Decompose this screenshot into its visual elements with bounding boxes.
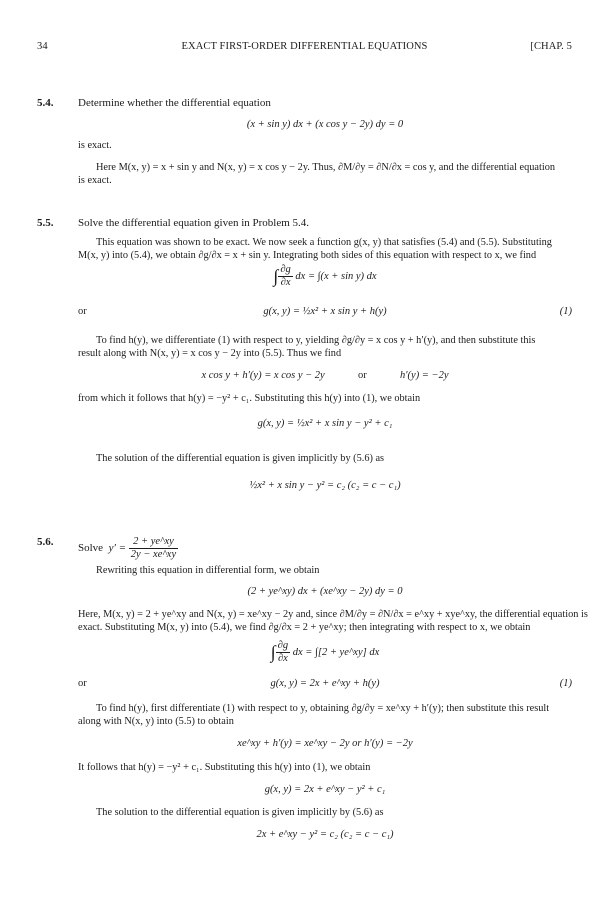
solution-5-6-g-equation: g(x, y) = 2x + e^xy + h(y)	[270, 678, 380, 689]
solution-5-5-line-4: result along with N(x, y) = x cos y − 2y into (5.5). Thus we find	[78, 348, 342, 359]
solution-5-5-line-2: M(x, y) into (5.4), we obtain ∂g/∂x = x + sin y. Integrating both sides of this equation with respect to x, we find	[78, 250, 537, 261]
problem-5-6-fraction: $\frac{2 + ye\^{}xy}{2y - xe\^{}xy}$	[130, 536, 177, 560]
solution-5-4-line-1: Here M(x, y) = x + sin y and N(x, y) = x cos y − 2y. Thus, ∂M/∂y = ∂N/∂x = cos y, and the differential equation	[96, 162, 555, 173]
chapter-label: [CHAP. 5	[530, 41, 572, 52]
solution-5-6-differential-form: (2 + ye^xy) dx + (xe^xy − 2y) dy = 0	[247, 586, 403, 597]
solution-5-6-line-7: The solution to the differential equation is given implicitly by (5.6) as	[96, 807, 384, 818]
solution-5-5-line-5: from which it follows that h(y) = −y² + c₁. Substituting this h(y) into (1), we obtain	[78, 393, 421, 404]
solution-5-5-implicit: ½x² + x sin y − y² = c₂ (c₂ = c − c₁)	[249, 480, 401, 491]
partial-fraction: $\frac{\partial g}{\partial x}$	[277, 640, 289, 664]
solution-5-5-line-1: This equation was shown to be exact. We now seek a function g(x, y) that satisfies (5.4) and (5.5). Substituting	[96, 237, 552, 248]
solution-5-6-line-6: It follows that h(y) = −y² + c₁. Substituting this h(y) into (1), we obtain	[78, 762, 371, 773]
solution-5-6-g-final: g(x, y) = 2x + e^xy − y² + c₁	[264, 784, 386, 795]
solution-5-6-line-1: Rewriting this equation in differential form, we obtain	[96, 565, 320, 576]
problem-5-5-statement: Solve the differential equation given in Problem 5.4.	[78, 217, 310, 229]
equation-label-1: (1)	[559, 306, 572, 317]
problem-5-4-number: 5.4.	[37, 97, 54, 109]
solution-5-5-line-6: The solution of the differential equation is given implicitly by (5.6) as	[96, 453, 385, 464]
solution-5-5-hprime-equations: x cos y + h′(y) = x cos y − 2y or h′(y) = −2y	[201, 370, 449, 381]
page-number: 34	[37, 41, 48, 52]
integral-sign: ∫	[273, 266, 279, 286]
integral-sign: ∫	[270, 642, 276, 662]
problem-5-5-number: 5.5.	[37, 217, 54, 229]
partial-fraction: $\frac{\partial g}{\partial x}$	[280, 264, 291, 288]
solution-5-6-integral: ∫ $\frac{\partial g}{\partial x}$ dx = ∫[2 + ye^xy] dx	[270, 640, 380, 664]
running-title: EXACT FIRST-ORDER DIFFERENTIAL EQUATIONS	[181, 41, 428, 52]
equation-label-1b: (1)	[559, 678, 572, 689]
or-label-2: or	[78, 678, 87, 689]
problem-5-6-solve: Solve y′ = $\frac{2 + ye\^{}xy}{2y - xe\^{}xy}$	[78, 536, 177, 560]
or-label: or	[78, 306, 87, 317]
solution-5-6-line-2: Here, M(x, y) = 2 + ye^xy and N(x, y) = xe^xy − 2y and, since ∂M/∂y = ∂N/∂x = e^xy + xye^xy, the differential equation is	[78, 609, 588, 620]
solution-5-6-line-5: along with N(x, y) into (5.5) to obtain	[78, 716, 234, 727]
running-header	[37, 41, 572, 55]
problem-5-4-is-exact: is exact.	[78, 140, 112, 151]
solution-5-5-line-3: To find h(y), we differentiate (1) with respect to y, yielding ∂g/∂y = x cos y + h′(y), and then substitute this	[96, 335, 536, 346]
problem-5-6-number: 5.6.	[37, 536, 54, 548]
solution-5-6-hprime-equation: xe^xy + h′(y) = xe^xy − 2y or h′(y) = −2y	[237, 738, 413, 749]
solution-5-6-line-4: To find h(y), first differentiate (1) with respect to y, obtaining ∂g/∂y = xe^xy + h′(y); then substitute this result	[96, 703, 550, 714]
solution-5-5-integral: ∫ $\frac{\partial g}{\partial x}$ dx = ∫(x + sin y) dx	[273, 264, 377, 288]
problem-5-4-equation: (x + sin y) dx + (x cos y − 2y) dy = 0	[246, 119, 404, 130]
solution-5-5-g-equation: g(x, y) = ½x² + x sin y + h(y)	[263, 306, 387, 317]
problem-5-4-statement: Determine whether the differential equation	[78, 97, 271, 109]
solution-5-5-g-final: g(x, y) = ½x² + x sin y − y² + c₁	[257, 418, 393, 429]
solution-5-4-line-2: is exact.	[78, 175, 112, 186]
solution-5-6-line-3: exact. Substituting M(x, y) into (5.4), we find ∂g/∂x = 2 + ye^xy; then integrating with respect to x, we obtain	[78, 622, 531, 633]
solution-5-6-implicit: 2x + e^xy − y² = c₂ (c₂ = c − c₁)	[256, 829, 394, 840]
